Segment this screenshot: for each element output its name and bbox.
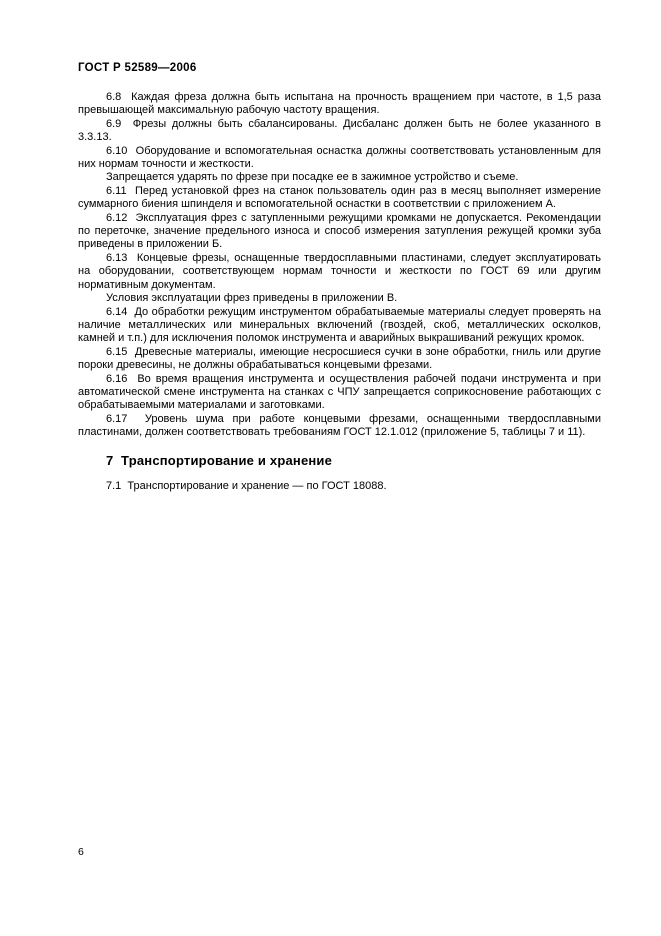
section6-paragraphs [78,91,601,440]
section7-paragraphs [78,480,601,493]
paragraph: 6.9 Фрезы должны быть сбалансированы. Дисбаланс должен быть не более указанного в 3.3.13. [78,117,601,144]
paragraph: 7.1 Транспортирование и хранение — по ГОСТ 18088. [106,479,387,492]
paragraph: Условия эксплуатации фрез приведены в приложении В. [106,292,398,305]
paragraph: 6.8 Каждая фреза должна быть испытана на прочность вращением при частоте, в 1,5 раза превышающей максимальную рабочую частоту вращения. [78,91,601,117]
paragraph: 6.10 Оборудование и вспомогательная оснастка должны соответствовать установленным для них нормам точности и жесткости. [78,144,601,171]
page-number: 6 [78,846,84,858]
paragraph: 6.11 Перед установкой фрез на станок пользователь один раз в месяц выполняет измерение суммарного биения шпинделя и вспомогательной оснастки в соответствии с приложением А. [78,184,601,211]
document-body [78,91,601,493]
paragraph: 6.15 Древесные материалы, имеющие несросшиеся сучки в зоне обработки, гниль или другие пороки древесины, не должны обрабатываться концевыми фрезами. [78,345,601,372]
paragraph: Запрещается ударять по фрезе при посадке ее в зажимное устройство и съеме. [106,171,519,184]
document-header: ГОСТ Р 52589—2006 [78,62,197,74]
paragraph: 6.14 До обработки режущим инструментом обрабатываемые материалы следует проверять на наличие металлических или минеральных включений (гвоздей, скоб, металлических осколков, камней и т.п.) для исключения поломок инструмента и аварийных выкрашиваний режущих кромок. [78,305,601,345]
section7-heading: 7 Транспортирование и хранение [106,452,333,468]
paragraph: 6.16 Во время вращения инструмента и осуществления рабочей подачи инструмента и при автоматической смене инструмента на станках с ЧПУ запрещается соприкосновение работающих с обрабатываемыми материалами и заготовками. [78,372,601,412]
paragraph: 6.17 Уровень шума при работе концевыми фрезами, оснащенными твердосплавными пластинами, должен соответствовать требованиям ГОСТ 12.1.012 (приложение 5, таблицы 7 и 11). [78,412,601,439]
paragraph: 6.12 Эксплуатация фрез с затупленными режущими кромками не допускается. Рекомендации по переточке, значение предельного износа и способ измерения затупления режущей кромки зуба приведены в приложении Б. [78,211,601,251]
paragraph: 6.13 Концевые фрезы, оснащенные твердосплавными пластинами, следует эксплуатировать на оборудовании, соответствующем нормам точности и жесткости по ГОСТ 69 или другим нормативным документам. [78,251,601,291]
